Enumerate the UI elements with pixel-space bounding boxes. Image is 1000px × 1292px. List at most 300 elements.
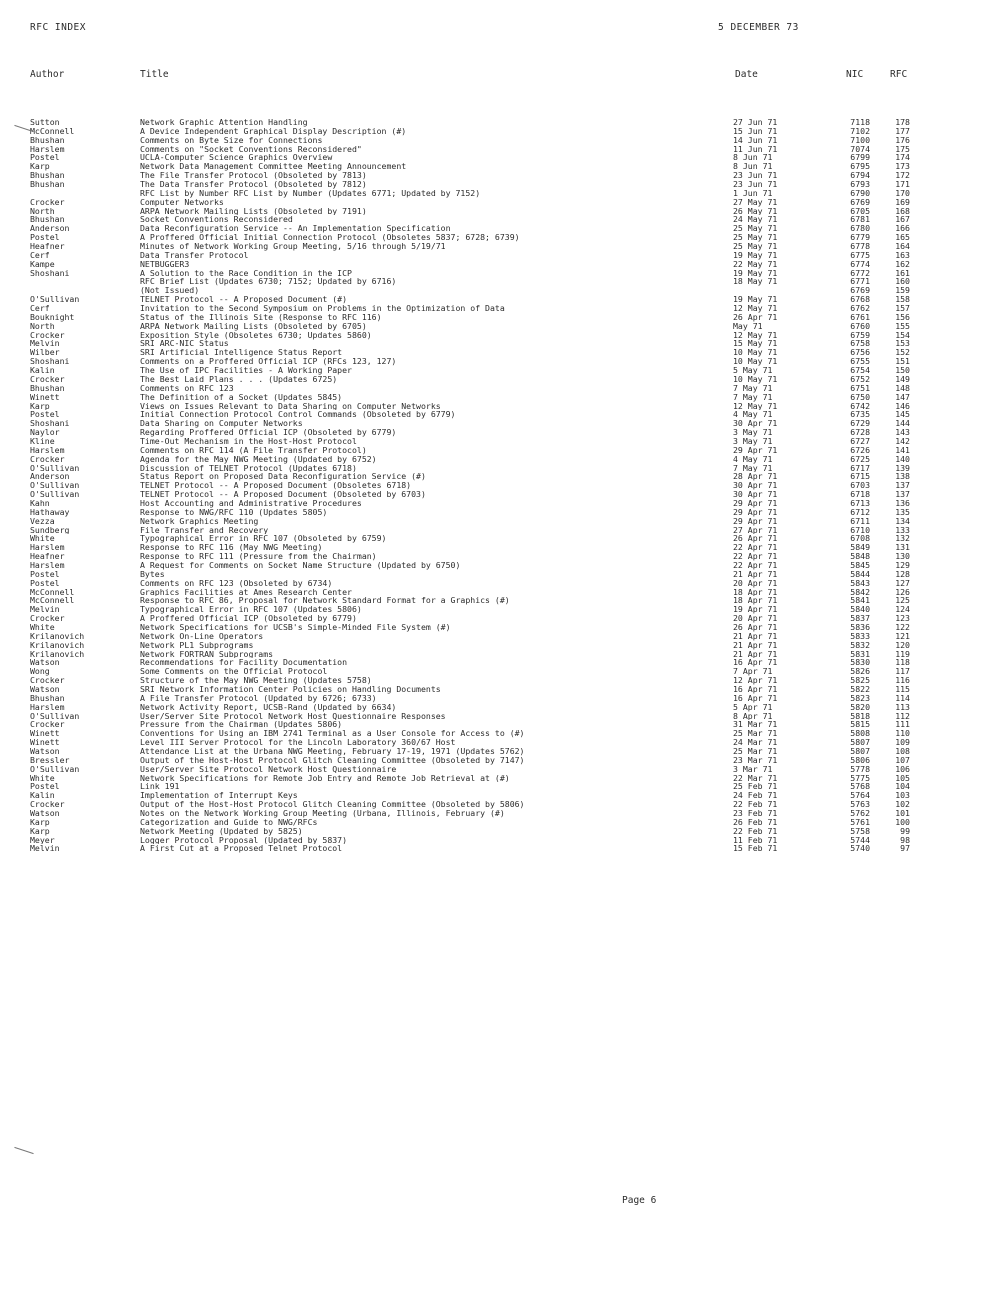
table-row	[0, 490, 1000, 499]
row-author: Cerf	[30, 250, 50, 260]
row-title: Network Data Management Committee Meeting Announcement	[140, 162, 407, 172]
row-title: Data Transfer Protocol	[140, 250, 249, 260]
row-nic: 6735	[850, 410, 870, 420]
row-date: 18 Apr 71	[733, 587, 778, 597]
row-title: Typographical Error in RFC 107 (Obsoleted by 6759)	[140, 534, 387, 544]
row-rfc: 110	[895, 729, 910, 739]
row-title: Structure of the May NWG Meeting (Updates 5758)	[140, 676, 372, 686]
row-nic: 5837	[850, 614, 870, 623]
row-title: Regarding Proffered Official ICP (Obsoleted by 6779)	[140, 428, 397, 437]
row-title: Response to RFC 116 (May NWG Meeting)	[140, 543, 323, 553]
table-row	[0, 384, 1000, 393]
row-author: Watson	[30, 685, 60, 694]
row-nic: 6711	[850, 516, 870, 526]
row-rfc: 116	[895, 676, 910, 686]
row-rfc: 149	[895, 374, 910, 384]
row-title: Response to RFC 111 (Pressure from the Chairman)	[140, 552, 377, 561]
row-date: 10 May 71	[733, 357, 778, 367]
row-author: Karp	[30, 401, 50, 411]
table-row	[0, 588, 1000, 597]
row-rfc: 102	[895, 800, 910, 810]
row-date: 16 Apr 71	[733, 685, 778, 694]
row-nic: 6710	[850, 525, 870, 535]
row-rfc: 167	[895, 215, 910, 225]
row-author: Harslem	[30, 144, 65, 154]
row-rfc: 136	[895, 498, 910, 508]
row-rfc: 99	[900, 826, 910, 836]
table-row	[0, 366, 1000, 375]
row-title: Recommendations for Facility Documentation	[140, 658, 348, 668]
row-title: Comments on Byte Size for Connections	[140, 135, 323, 145]
column-header-author: Author	[30, 69, 65, 80]
row-date: 12 May 71	[733, 304, 778, 313]
row-title: The Best Laid Plans . . . (Updates 6725)	[140, 374, 338, 384]
table-row	[0, 526, 1000, 535]
row-date: 12 Apr 71	[733, 676, 778, 686]
row-date: 29 Apr 71	[733, 507, 778, 517]
table-row	[0, 809, 1000, 818]
row-title: Some Comments on the Official Protocol	[140, 667, 328, 677]
row-nic: 6718	[850, 490, 870, 499]
table-row	[0, 614, 1000, 623]
row-author: Wilber	[30, 348, 60, 358]
row-title: SRI ARC-NIC Status	[140, 339, 229, 349]
table-row	[0, 800, 1000, 809]
row-rfc: 114	[895, 693, 910, 703]
row-date: 25 Mar 71	[733, 747, 778, 756]
row-date: 10 May 71	[733, 374, 778, 384]
row-author: Crocker	[30, 197, 65, 207]
row-nic: 6725	[850, 454, 870, 464]
row-date: 3 May 71	[733, 428, 773, 437]
row-title: A Device Independent Graphical Display Description (#)	[140, 126, 407, 136]
row-nic: 5778	[850, 764, 870, 774]
table-row	[0, 410, 1000, 419]
row-title: Graphics Facilities at Ames Research Center	[140, 587, 352, 597]
table-row	[0, 774, 1000, 783]
table-row	[0, 543, 1000, 552]
row-date: 27 May 71	[733, 197, 778, 207]
row-author: White	[30, 773, 55, 783]
row-nic: 5806	[850, 755, 870, 765]
row-nic: 6717	[850, 463, 870, 473]
row-title: Output of the Host-Host Protocol Glitch Cleaning Committee (Obsoleted by 5806)	[140, 800, 525, 810]
row-nic: 5764	[850, 791, 870, 801]
row-author: Krilanovich	[30, 640, 85, 650]
table-row	[0, 455, 1000, 464]
row-author: Harslem	[30, 702, 65, 712]
table-row	[0, 765, 1000, 774]
row-author: Melvin	[30, 844, 60, 854]
table-row	[0, 596, 1000, 605]
row-title: ARPA Network Mailing Lists (Obsoleted by 6705)	[140, 321, 367, 331]
table-row	[0, 233, 1000, 242]
row-rfc: 113	[895, 702, 910, 712]
row-rfc: 137	[895, 481, 910, 491]
row-title: ARPA Network Mailing Lists (Obsoleted by 7191)	[140, 206, 367, 216]
row-title: Status Report on Proposed Data Reconfiguration Service (#)	[140, 472, 426, 482]
row-title: Network Activity Report, UCSB-Rand (Updated by 6634)	[140, 702, 397, 712]
row-date: 7 May 71	[733, 463, 773, 473]
row-date: 8 Jun 71	[733, 162, 773, 172]
row-date: 18 Apr 71	[733, 596, 778, 606]
table-row	[0, 605, 1000, 614]
row-title: Network Meeting (Updated by 5825)	[140, 826, 303, 836]
table-row	[0, 136, 1000, 145]
row-rfc: 143	[895, 428, 910, 437]
row-rfc: 133	[895, 525, 910, 535]
table-row	[0, 570, 1000, 579]
row-rfc: 111	[895, 720, 910, 730]
row-rfc: 119	[895, 649, 910, 659]
row-author: O'Sullivan	[30, 463, 80, 473]
table-row	[0, 782, 1000, 791]
row-author: Postel	[30, 578, 60, 588]
row-date: 22 Mar 71	[733, 773, 778, 783]
row-rfc: 174	[895, 153, 910, 163]
row-date: 3 May 71	[733, 436, 773, 446]
row-author: Kalin	[30, 791, 55, 801]
row-nic: 6759	[850, 330, 870, 340]
row-author: Heafner	[30, 552, 65, 561]
row-nic: 7102	[850, 126, 870, 136]
row-nic: 6754	[850, 366, 870, 375]
row-nic: 6760	[850, 321, 870, 331]
row-author: Winett	[30, 729, 60, 739]
row-title: Network Graphic Attention Handling	[140, 118, 308, 127]
row-nic: 6771	[850, 277, 870, 287]
row-title: Data Sharing on Computer Networks	[140, 419, 303, 429]
row-title: A Solution to the Race Condition in the ICP	[140, 268, 352, 278]
row-date: 29 Apr 71	[733, 445, 778, 455]
row-date: 16 Apr 71	[733, 693, 778, 703]
row-title: Level III Server Protocol for the Lincoln Laboratory 360/67 Host	[140, 738, 456, 748]
row-author: McConnell	[30, 587, 75, 597]
row-nic: 5758	[850, 826, 870, 836]
row-nic: 5820	[850, 702, 870, 712]
row-author: Crocker	[30, 800, 65, 810]
row-rfc: 169	[895, 197, 910, 207]
row-rfc: 130	[895, 552, 910, 561]
row-title: Data Reconfiguration Service -- An Implementation Specification	[140, 224, 451, 234]
row-date: 7 May 71	[733, 383, 773, 393]
row-date: 4 May 71	[733, 454, 773, 464]
row-nic: 6751	[850, 383, 870, 393]
table-row	[0, 127, 1000, 136]
row-nic: 5807	[850, 747, 870, 756]
row-title: NETBUGGER3	[140, 259, 190, 269]
table-row	[0, 738, 1000, 747]
table-row	[0, 402, 1000, 411]
row-rfc: 164	[895, 242, 910, 251]
row-rfc: 139	[895, 463, 910, 473]
table-row	[0, 827, 1000, 836]
row-title: Agenda for the May NWG Meeting (Updated by 6752)	[140, 454, 377, 464]
document-date: 5 DECEMBER 73	[718, 22, 799, 33]
row-author: White	[30, 622, 55, 632]
row-date: 25 May 71	[733, 224, 778, 234]
row-title: Response to RFC 86, Proposal for Network Standard Format for a Graphics (#)	[140, 596, 510, 606]
table-row	[0, 171, 1000, 180]
row-nic: 6742	[850, 401, 870, 411]
row-author: Harslem	[30, 543, 65, 553]
row-nic: 5807	[850, 738, 870, 748]
table-row	[0, 145, 1000, 154]
row-title: TELNET Protocol -- A Proposed Document (Obsoleted by 6703)	[140, 490, 426, 499]
row-title: Comments on RFC 114 (A File Transfer Protocol)	[140, 445, 367, 455]
row-author: Bressler	[30, 755, 70, 765]
row-rfc: 156	[895, 312, 910, 322]
row-date: 19 Apr 71	[733, 605, 778, 615]
row-author: Watson	[30, 747, 60, 756]
row-title: Network FORTRAN Subprograms	[140, 649, 274, 659]
document-title: RFC INDEX	[30, 22, 86, 33]
row-nic: 6752	[850, 374, 870, 384]
table-row	[0, 393, 1000, 402]
row-date: 22 Feb 71	[733, 800, 778, 810]
row-nic: 6728	[850, 428, 870, 437]
row-title: RFC List by Number RFC List by Number (Updates 6771; Updated by 7152)	[140, 188, 481, 198]
row-nic: 6790	[850, 188, 870, 198]
row-author: Winett	[30, 392, 60, 402]
row-nic: 6799	[850, 153, 870, 163]
row-title: TELNET Protocol -- A Proposed Document (Obsoletes 6718)	[140, 481, 412, 491]
row-author: Sundberg	[30, 525, 70, 535]
table-row	[0, 499, 1000, 508]
row-rfc: 173	[895, 162, 910, 172]
row-nic: 5840	[850, 605, 870, 615]
row-nic: 7100	[850, 135, 870, 145]
row-title: A Request for Comments on Socket Name Structure (Updated by 6750)	[140, 560, 461, 570]
row-date: 26 Feb 71	[733, 817, 778, 827]
row-nic: 5842	[850, 587, 870, 597]
row-title: Bytes	[140, 569, 165, 579]
row-title: Discussion of TELNET Protocol (Updates 6718)	[140, 463, 357, 473]
row-author: Crocker	[30, 454, 65, 464]
row-title: SRI Network Information Center Policies on Handling Documents	[140, 685, 441, 694]
row-author: Shoshani	[30, 357, 70, 367]
row-date: 29 Apr 71	[733, 516, 778, 526]
row-rfc: 115	[895, 685, 910, 694]
row-rfc: 140	[895, 454, 910, 464]
row-date: 12 May 71	[733, 330, 778, 340]
table-row	[0, 472, 1000, 481]
row-rfc: 148	[895, 383, 910, 393]
row-title: The File Transfer Protocol (Obsoleted by 7813)	[140, 171, 367, 181]
row-title: Comments on a Proffered Official ICP (RFCs 123, 127)	[140, 357, 397, 367]
row-rfc: 161	[895, 268, 910, 278]
row-rfc: 168	[895, 206, 910, 216]
row-author: Postel	[30, 233, 60, 243]
row-nic: 6750	[850, 392, 870, 402]
row-title: A Proffered Official ICP (Obsoleted by 6779)	[140, 614, 357, 623]
table-row	[0, 428, 1000, 437]
row-rfc: 100	[895, 817, 910, 827]
row-date: 23 Jun 71	[733, 171, 778, 181]
table-row	[0, 747, 1000, 756]
table-row	[0, 375, 1000, 384]
row-rfc: 160	[895, 277, 910, 287]
row-rfc: 162	[895, 259, 910, 269]
row-title: Typographical Error in RFC 107 (Updates 5806)	[140, 605, 362, 615]
row-date: 21 Apr 71	[733, 640, 778, 650]
row-nic: 5808	[850, 729, 870, 739]
row-title: The Use of IPC Facilities - A Working Paper	[140, 366, 352, 375]
row-date: 19 May 71	[733, 268, 778, 278]
column-header-title: Title	[140, 69, 169, 80]
row-date: 7 Apr 71	[733, 667, 773, 677]
table-row	[0, 694, 1000, 703]
row-date: 22 Feb 71	[733, 826, 778, 836]
row-rfc: 107	[895, 755, 910, 765]
table-row	[0, 295, 1000, 304]
row-author: Kalin	[30, 366, 55, 375]
table-row	[0, 623, 1000, 632]
row-rfc: 178	[895, 118, 910, 127]
row-date: 25 Mar 71	[733, 729, 778, 739]
row-rfc: 159	[895, 286, 910, 296]
row-author: O'Sullivan	[30, 764, 80, 774]
row-title: Host Accounting and Administrative Procedures	[140, 498, 362, 508]
row-author: Wong	[30, 667, 50, 677]
row-nic: 6774	[850, 259, 870, 269]
table-row	[0, 419, 1000, 428]
table-row	[0, 818, 1000, 827]
row-rfc: 122	[895, 622, 910, 632]
row-date: 27 Jun 71	[733, 118, 778, 127]
row-rfc: 151	[895, 357, 910, 367]
table-row	[0, 215, 1000, 224]
row-date: 26 May 71	[733, 206, 778, 216]
row-nic: 6793	[850, 180, 870, 189]
row-rfc: 128	[895, 569, 910, 579]
row-date: 21 Apr 71	[733, 649, 778, 659]
table-row	[0, 561, 1000, 570]
table-row	[0, 579, 1000, 588]
row-date: 30 Apr 71	[733, 490, 778, 499]
row-nic: 6755	[850, 357, 870, 367]
row-date: 30 Apr 71	[733, 481, 778, 491]
row-nic: 5844	[850, 569, 870, 579]
row-title: Comments on RFC 123 (Obsoleted by 6734)	[140, 578, 333, 588]
row-rfc: 126	[895, 587, 910, 597]
table-row	[0, 153, 1000, 162]
row-author: Cerf	[30, 304, 50, 313]
row-title: Network Specifications for Remote Job Entry and Remote Job Retrieval at (#)	[140, 773, 510, 783]
row-author: Kline	[30, 436, 55, 446]
table-row	[0, 198, 1000, 207]
row-title: Response to NWG/RFC 110 (Updates 5805)	[140, 507, 328, 517]
row-date: 22 Apr 71	[733, 552, 778, 561]
row-title: Status of the Illinois Site (Response to RFC 116)	[140, 312, 382, 322]
table-row	[0, 508, 1000, 517]
row-rfc: 127	[895, 578, 910, 588]
row-title: Invitation to the Second Symposium on Problems in the Optimization of Data	[140, 304, 505, 313]
row-rfc: 166	[895, 224, 910, 234]
row-date: 25 May 71	[733, 233, 778, 243]
row-rfc: 172	[895, 171, 910, 181]
row-nic: 6708	[850, 534, 870, 544]
row-rfc: 123	[895, 614, 910, 623]
row-date: 21 Apr 71	[733, 569, 778, 579]
table-row	[0, 844, 1000, 853]
row-rfc: 145	[895, 410, 910, 420]
row-author: O'Sullivan	[30, 490, 80, 499]
row-date: 3 Mar 71	[733, 764, 773, 774]
column-header-date: Date	[735, 69, 758, 80]
row-author: Karp	[30, 826, 50, 836]
row-nic: 6761	[850, 312, 870, 322]
row-date: 19 May 71	[733, 250, 778, 260]
row-rfc: 157	[895, 304, 910, 313]
row-date: 20 Apr 71	[733, 614, 778, 623]
row-author: Bhushan	[30, 215, 65, 225]
table-row	[0, 180, 1000, 189]
row-author: Bouknight	[30, 312, 75, 322]
table-row	[0, 481, 1000, 490]
row-date: 23 Feb 71	[733, 809, 778, 818]
row-nic: 6780	[850, 224, 870, 234]
row-nic: 5763	[850, 800, 870, 810]
row-author: Winett	[30, 738, 60, 748]
row-author: North	[30, 321, 55, 331]
row-rfc: 134	[895, 516, 910, 526]
row-title: Initial Connection Protocol Control Commands (Obsoleted by 6779)	[140, 410, 456, 420]
table-row	[0, 517, 1000, 526]
row-author: Anderson	[30, 472, 70, 482]
row-title: Views on Issues Relevant to Data Sharing on Computer Networks	[140, 401, 441, 411]
row-rfc: 129	[895, 560, 910, 570]
row-author: White	[30, 534, 55, 544]
table-row	[0, 162, 1000, 171]
table-row	[0, 277, 1000, 286]
row-title: Network Graphics Meeting	[140, 516, 259, 526]
table-row	[0, 118, 1000, 127]
table-row	[0, 348, 1000, 357]
row-title: Conventions for Using an IBM 2741 Terminal as a User Console for Access to (#)	[140, 729, 525, 739]
row-rfc: 112	[895, 711, 910, 721]
table-row	[0, 304, 1000, 313]
row-author: O'Sullivan	[30, 711, 80, 721]
row-nic: 5818	[850, 711, 870, 721]
row-nic: 6715	[850, 472, 870, 482]
row-author: O'Sullivan	[30, 295, 80, 305]
row-date: 24 May 71	[733, 215, 778, 225]
row-author: Kahn	[30, 498, 50, 508]
row-author: McConnell	[30, 126, 75, 136]
row-rfc: 103	[895, 791, 910, 801]
row-author: Crocker	[30, 614, 65, 623]
row-author: Melvin	[30, 605, 60, 615]
row-title: Exposition Style (Obsoletes 6730; Updates 5860)	[140, 330, 372, 340]
row-date: 15 Jun 71	[733, 126, 778, 136]
row-rfc: 121	[895, 631, 910, 641]
row-rfc: 142	[895, 436, 910, 446]
row-nic: 6756	[850, 348, 870, 358]
row-nic: 6713	[850, 498, 870, 508]
table-row	[0, 224, 1000, 233]
row-author: Hathaway	[30, 507, 70, 517]
row-author: Krilanovich	[30, 631, 85, 641]
row-rfc: 170	[895, 188, 910, 198]
row-author: McConnell	[30, 596, 75, 606]
row-rfc: 158	[895, 295, 910, 305]
row-date: 30 Apr 71	[733, 419, 778, 429]
row-date: 24 Feb 71	[733, 791, 778, 801]
row-rfc: 104	[895, 782, 910, 792]
row-nic: 6769	[850, 286, 870, 296]
row-nic: 6778	[850, 242, 870, 251]
